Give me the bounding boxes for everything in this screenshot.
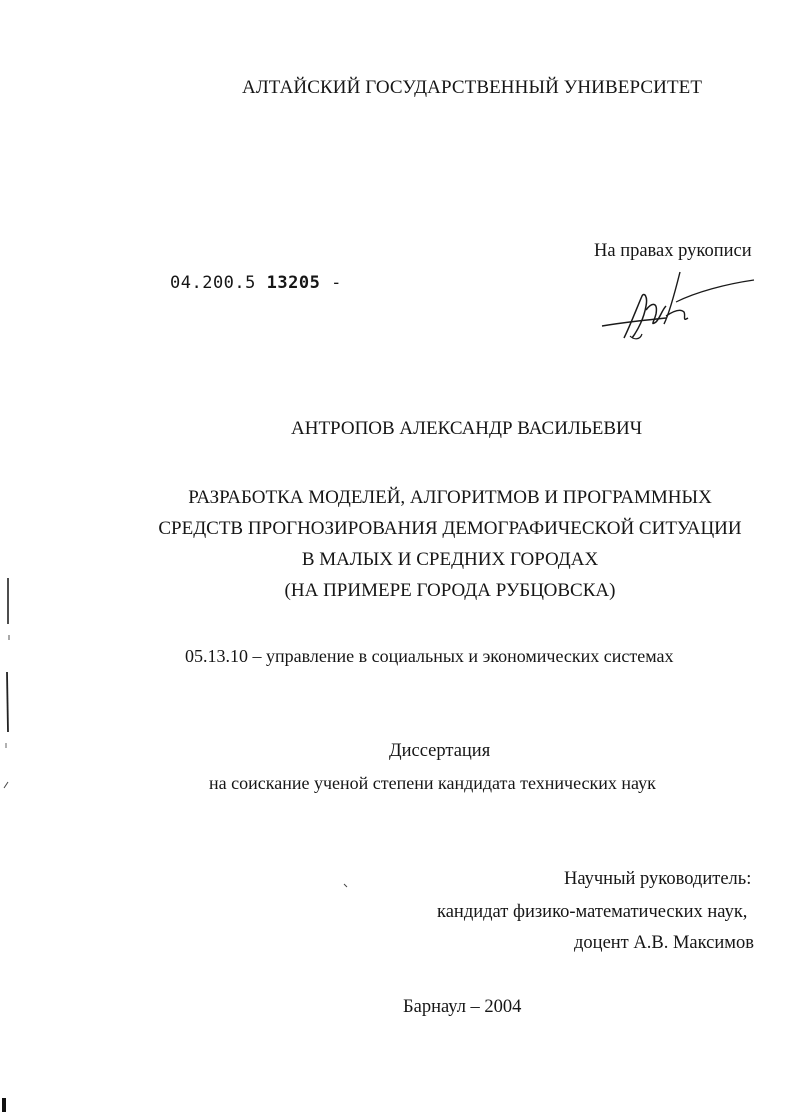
specialty-code: 05.13.10 – управление в социальных и экономических системах (185, 646, 674, 666)
city-year: Барнаул – 2004 (403, 997, 522, 1017)
supervisor-degree: кандидат физико-математических наук, (437, 902, 748, 922)
title-line: (НА ПРИМЕРЕ ГОРОДА РУБЦОВСКА) (284, 580, 616, 601)
registration-number-tail-mark: - (331, 273, 342, 293)
title-line: В МАЛЫХ И СРЕДНИХ ГОРОДАХ (301, 549, 599, 570)
author-signature-image (596, 266, 756, 346)
registration-number-main: 13205 (266, 273, 321, 293)
rights-notice: На правах рукописи (594, 241, 752, 261)
title-line: РАЗРАБОТКА МОДЕЛЕЙ, АЛГОРИТМОВ И ПРОГРАММНЫХ (188, 487, 712, 508)
registration-number (170, 272, 342, 294)
title-line: СРЕДСТВ ПРОГНОЗИРОВАНИЯ ДЕМОГРАФИЧЕСКОЙ СИТУАЦИИ (158, 518, 742, 539)
supervisor-label: Научный руководитель: (564, 869, 752, 889)
registration-number-prefix: 04.200.5 (170, 273, 256, 293)
dissertation-label: Диссертация (389, 741, 491, 761)
degree-description: на соискание ученой степени кандидата технических наук (209, 773, 656, 793)
author-name: АНТРОПОВ АЛЕКСАНДР ВАСИЛЬЕВИЧ (291, 418, 643, 439)
dissertation-title (140, 482, 760, 606)
university-name: АЛТАЙСКИЙ ГОСУДАРСТВЕННЫЙ УНИВЕРСИТЕТ (242, 77, 703, 98)
supervisor-name: доцент А.В. Максимов (574, 933, 754, 953)
